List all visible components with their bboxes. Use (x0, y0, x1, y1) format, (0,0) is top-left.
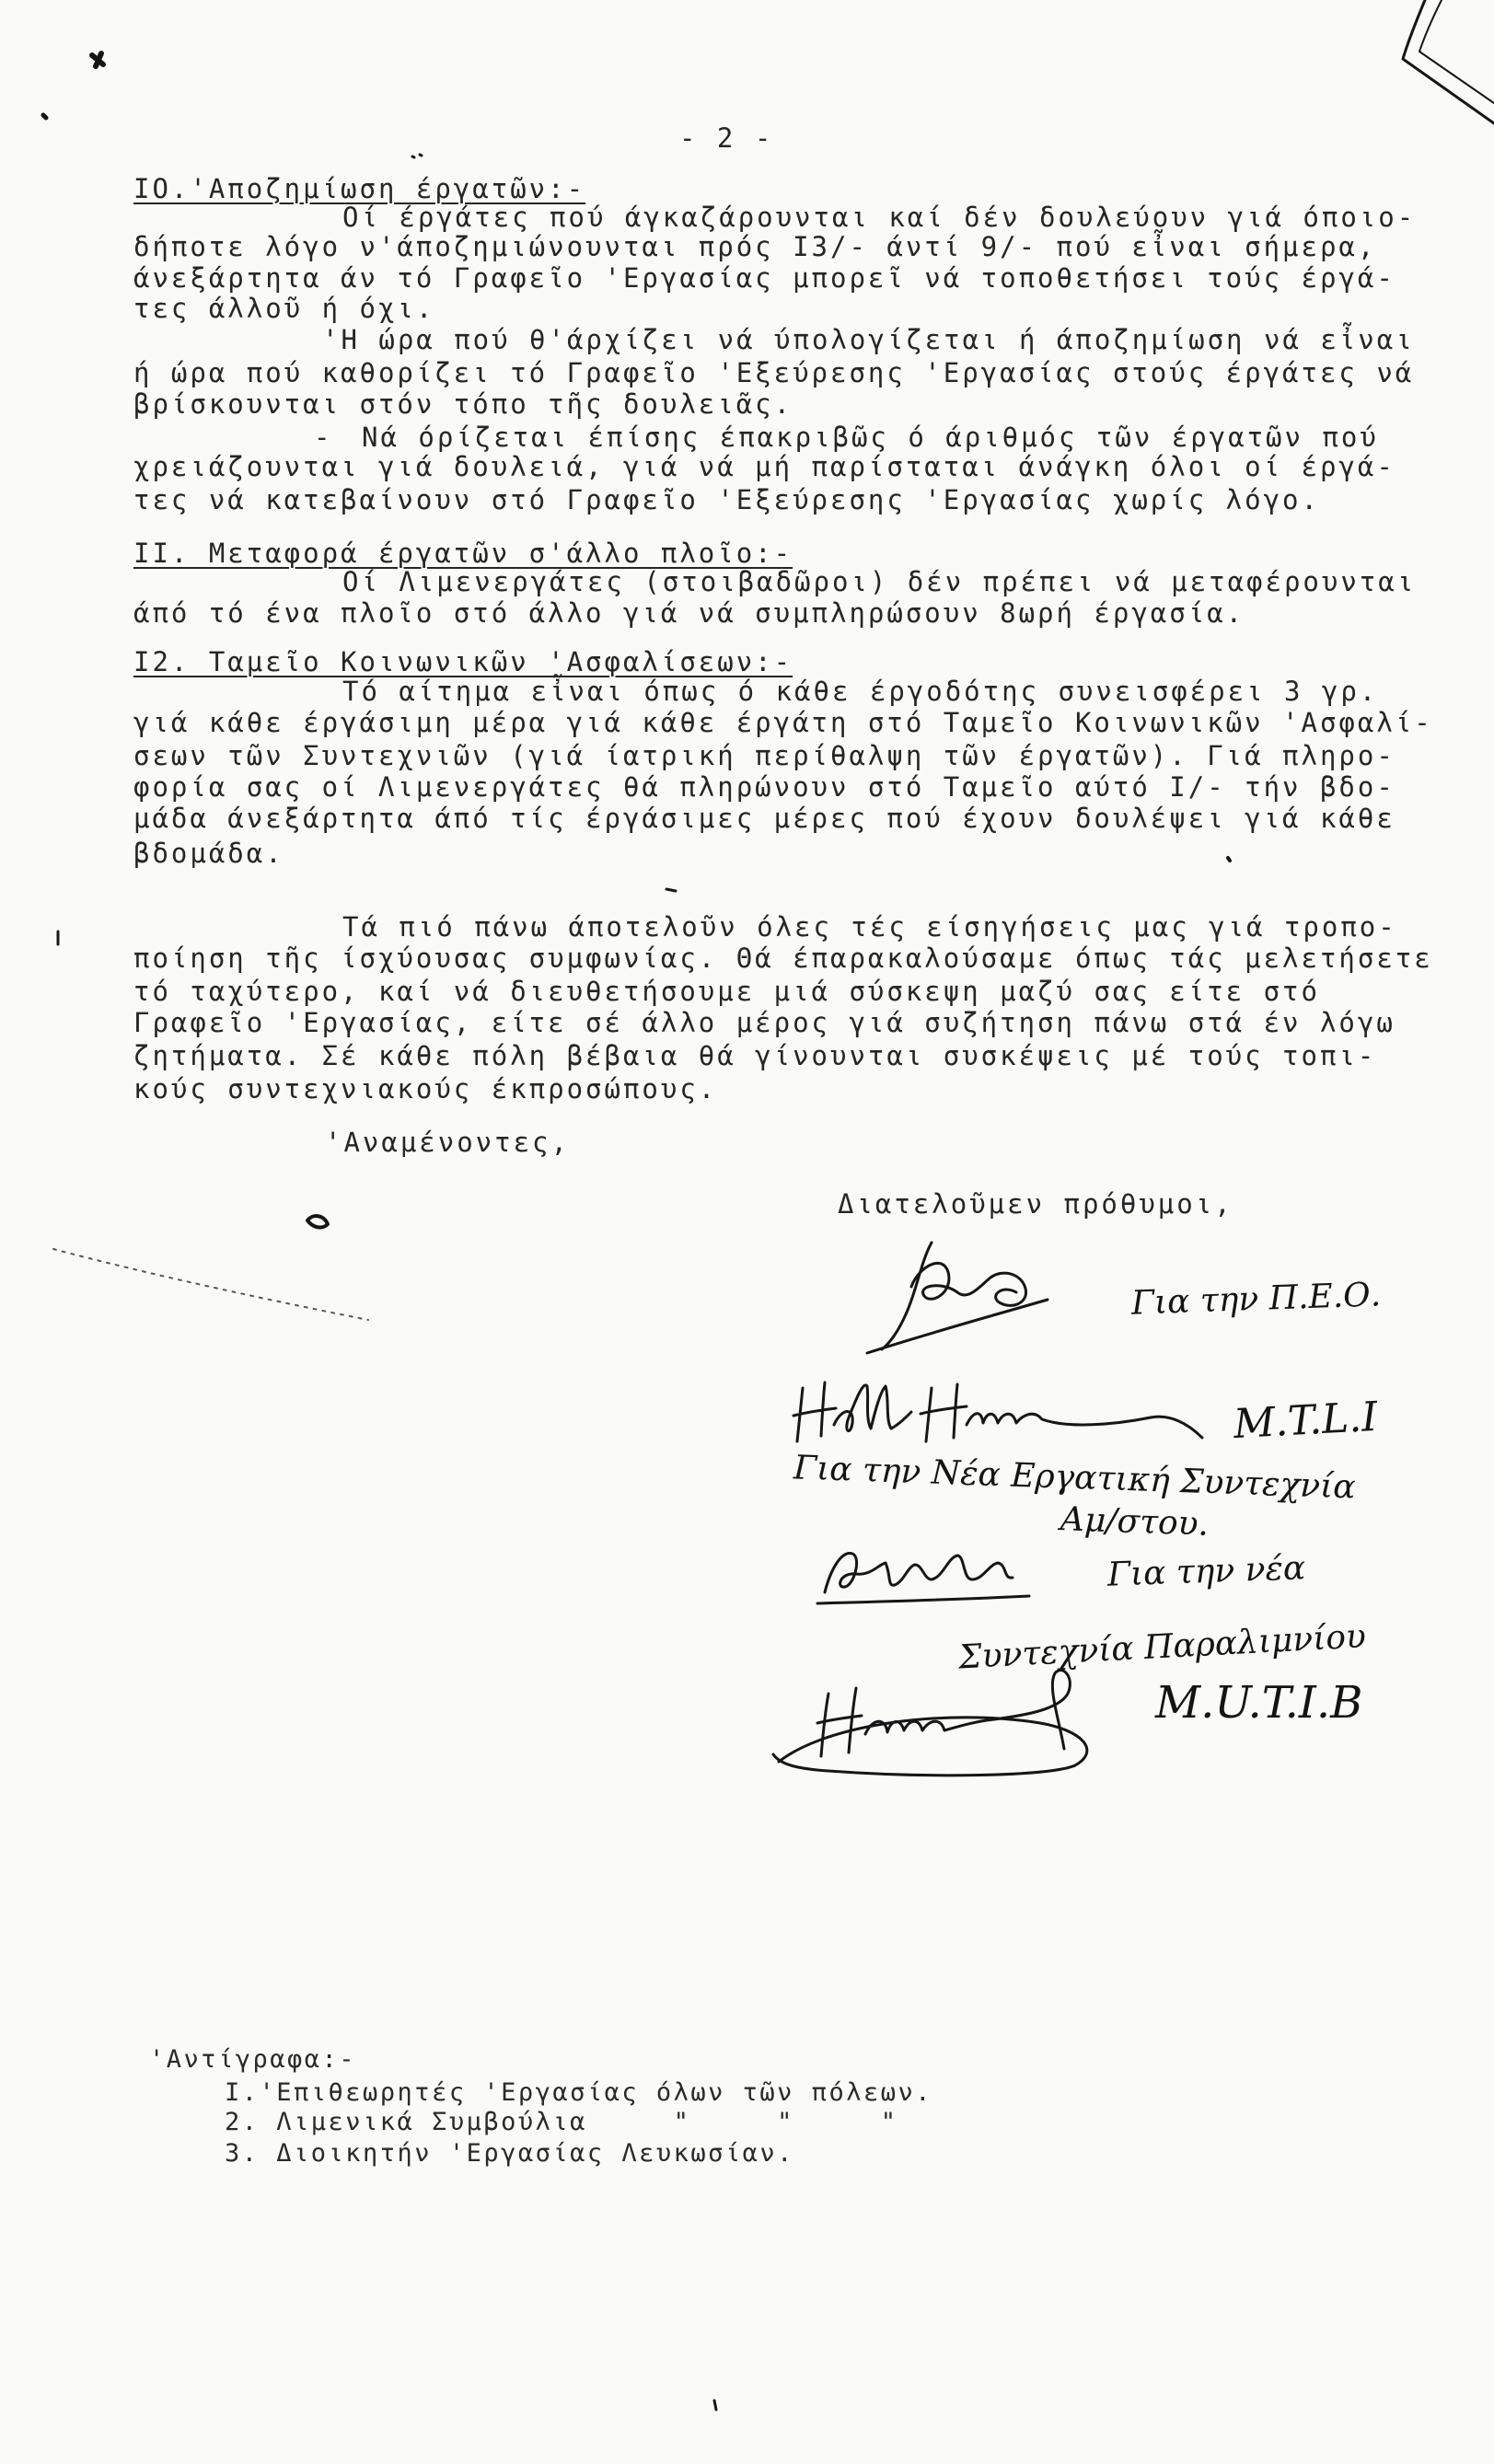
text-line: Τά πιό πάνω άποτελοῦν όλες τές είσηγήσεις μας γιά τροπο- (342, 911, 1397, 943)
text-line: Οί έργάτες πού άγκαζάρουνται καί δέν δουλεύουν γιά όποιο- (342, 202, 1417, 233)
ink-speck (666, 889, 676, 891)
list-item: 3. Διοικητήν 'Εργασίας Λευκωσίαν. (225, 2139, 794, 2168)
list-item: I.'Επιθεωρητές 'Εργασίας όλων τῶν πόλεων. (225, 2078, 932, 2107)
ink-speck (43, 115, 46, 118)
handwritten-note: Για την Νέα Εργατική Συντεχνία (793, 1449, 1357, 1507)
text-line: Τό αίτημα εἶναι όπως ό κάθε έργοδότης συνεισφέρει 3 γρ. (342, 676, 1379, 707)
handwritten-org: M.T.L.I (1232, 1393, 1379, 1449)
text-line: χρειάζουνται γιά δουλειά, γιά νά μή παρίσταται άνάγκη όλοι οί έργά- (133, 451, 1396, 482)
handwritten-note: Για την νέα (1106, 1549, 1306, 1594)
text-line: σεων τῶν Συντεχνιῶν (γιά ίατρική περίθαλψη τῶν έργατῶν). Γιά πληρο- (133, 740, 1396, 771)
text-line: τό ταχύτερο, καί νά διευθετήσουμε μιά σύσκεψη μαζύ σας είτε στό (133, 976, 1320, 1007)
text-line: γιά κάθε έργάσιμη μέρα γιά κάθε έργάτη στό Ταμεῖο Κοινωνικῶν 'Ασφαλί- (133, 707, 1433, 738)
ink-speck (1228, 858, 1230, 861)
stray-dotted-line (53, 1249, 368, 1320)
text-line: άνεξάρτητα άν τό Γραφεῖο 'Εργασίας μπορεῖ νά τοποθετήσει τούς έργά- (133, 262, 1396, 294)
handwritten-note: Συντεχνία Παραλιμνίου (957, 1617, 1367, 1677)
folded-corner-edge (1419, 0, 1494, 103)
text-line: ζητήματα. Σέ κάθε πόλη βέβαια θά γίνουνται συσκέψεις μέ τούς τοπι- (133, 1040, 1377, 1071)
list-dash: - (314, 422, 333, 453)
text-line: Νά όρίζεται έπίσης έπακριβῶς ό άριθμός τῶν έργατῶν πού (362, 422, 1379, 453)
text-line: βρίσκουνται στόν τόπο τῆς δουλειᾶς. (133, 388, 793, 420)
text-line: 'Η ώρα πού θ'άρχίζει νά ύπολογίζεται ή άποζημίωση νά εἶναι (322, 324, 1415, 355)
section-heading: I2. Ταμεῖο Κοινωνικῶν 'Ασφαλίσεων:- (133, 646, 793, 677)
text-line: ποίηση τῆς ίσχύουσας συμφωνίας. Θά έπαρακαλούσαμε όπως τάς μελετήσετε (133, 943, 1433, 974)
section-heading: II. Μεταφορά έργατῶν σ'άλλο πλοῖο:- (133, 538, 793, 569)
page-number: - 2 - (679, 122, 774, 154)
text-line: ή ώρα πού καθορίζει τό Γραφεῖο 'Εξεύρεσης 'Εργασίας στούς έργάτες νά (133, 357, 1415, 388)
text-line: τες νά κατεβαίνουν στό Γραφεῖο 'Εξεύρεσης 'Εργασίας χωρίς λόγο. (133, 484, 1320, 515)
signature-scribble (793, 1382, 1202, 1441)
text-line: δήποτε λόγο ν'άποζημιώνουνται πρός I3/- άντί 9/- πού εἶναι σήμερα, (133, 231, 1377, 262)
sign-off: Διατελοῦμεν πρόθυμοι, (838, 1188, 1233, 1220)
ink-speck (412, 155, 422, 157)
text-line: βδομάδα. (133, 838, 284, 869)
handwritten-note: Για την Π.Ε.Ο. (1130, 1276, 1382, 1323)
text-line: άπό τό ένα πλοῖο στό άλλο γιά νά συμπληρώσουν 8ωρή έργασία. (133, 597, 1245, 629)
handwritten-note: Αμ/στου. (1060, 1500, 1210, 1544)
handwritten-org: M.U.T.I.B (1155, 1677, 1363, 1729)
text-line: τες άλλοῦ ή όχι. (133, 293, 435, 324)
signature-scribble (817, 1554, 1029, 1603)
text-line: κούς συντεχνιακούς έκπροσώπους. (133, 1073, 718, 1105)
ink-speck (714, 2400, 716, 2410)
section-heading: IO.'Αποζημίωση έργατῶν:- (133, 173, 586, 204)
text-line: μάδα άνεξάρτητα άπό τίς έργάσιμες μέρες πού έχουν δουλέψει γιά κάθε (133, 803, 1396, 834)
signature-scribble (867, 1243, 1048, 1353)
text-line: Οί Λιμενεργάτες (στοιβαδῶροι) δέν πρέπει νά μεταφέρουνται (342, 566, 1417, 597)
salutation: 'Αναμένοντες, (325, 1127, 570, 1158)
ink-speck (307, 1216, 328, 1227)
ink-speck (92, 53, 103, 66)
text-line: φορία σας οί Λιμενεργάτες θά πληρώνουν στό Ταμεῖο αύτό I/- τήν βδο- (133, 771, 1396, 803)
copies-heading: 'Αντίγραφα:- (149, 2045, 357, 2074)
list-item: 2. Λιμενικά Συμβούλια " " " (225, 2108, 898, 2136)
text-line: Γραφεῖο 'Εργασίας, είτε σέ άλλο μέρος γιά συζήτηση πάνω στά έν λόγω (133, 1007, 1396, 1038)
signature-scribble (773, 1671, 1087, 1776)
folded-corner (1403, 0, 1494, 123)
